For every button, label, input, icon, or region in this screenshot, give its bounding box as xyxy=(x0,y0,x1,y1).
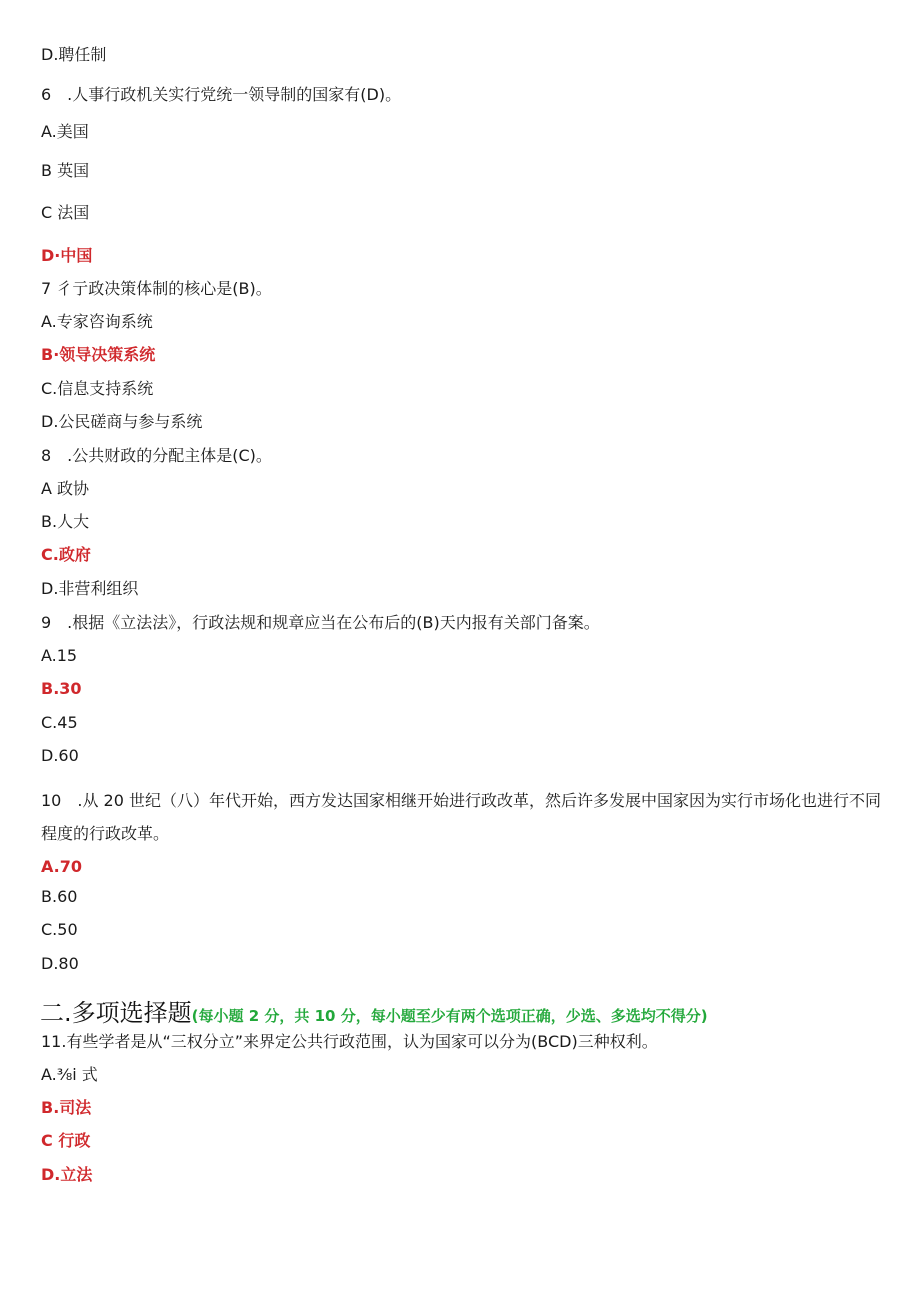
option-9c: C.45 xyxy=(41,713,78,732)
option-10d: D.80 xyxy=(41,954,79,973)
option-9d: D.60 xyxy=(41,746,79,765)
option-10c: C.50 xyxy=(41,920,78,939)
section-title: 二.多项选择题 xyxy=(40,999,192,1027)
option-6b: B 英国 xyxy=(41,161,90,180)
option-8d: D.非营利组织 xyxy=(41,579,139,598)
answer-11c: C 行政 xyxy=(41,1131,91,1150)
question-11: 11.有些学者是从“三权分立”来界定公共行政范围，认为国家可以分为(BCD)三种权利。 xyxy=(41,1032,658,1051)
option-9a: A.15 xyxy=(41,646,78,665)
option-10b: B.60 xyxy=(41,887,78,906)
option-7c: C.信息支持系统 xyxy=(41,379,154,398)
section-note: (每小题 2 分，共 10 分，每小题至少有两个选项正确，少选、多选均不得分) xyxy=(191,1007,708,1025)
answer-6d: D·中国 xyxy=(41,246,93,265)
question-10: 10 .从 20 世纪（八）年代开始，西方发达国家相继开始进行政改革，然后许多发展中国家因为实行市场化也进行不同程度的行政改革。 xyxy=(41,791,881,843)
answer-9b: B.30 xyxy=(41,679,82,698)
answer-8c: C.政府 xyxy=(41,545,91,564)
question-7: 7 彳亍政决策体制的核心是(B)。 xyxy=(41,279,272,298)
option-8a: A 政协 xyxy=(41,479,90,498)
answer-7b: B·领导决策系统 xyxy=(41,345,156,364)
option-7d: D.公民磋商与参与系统 xyxy=(41,412,203,431)
answer-10a: A.70 xyxy=(41,857,83,876)
option-5d: D.聘任制 xyxy=(41,45,107,64)
option-7a: A.专家咨询系统 xyxy=(41,312,153,331)
section-heading xyxy=(40,993,708,1028)
option-6c: C 法国 xyxy=(41,203,90,222)
option-6a: A.美国 xyxy=(41,122,89,141)
answer-11d: D.立法 xyxy=(41,1165,93,1184)
question-9: 9 .根据《立法法》，行政法规和规章应当在公布后的(B)天内报有关部门备案。 xyxy=(41,613,600,632)
answer-11b: B.司法 xyxy=(41,1098,92,1117)
option-11a: A.⅜i 式 xyxy=(41,1065,98,1084)
question-6: 6 .人事行政机关实行党统一领导制的国家有(D)。 xyxy=(41,85,402,104)
option-8b: B.人大 xyxy=(41,512,90,531)
question-8: 8 .公共财政的分配主体是(C)。 xyxy=(41,446,272,465)
